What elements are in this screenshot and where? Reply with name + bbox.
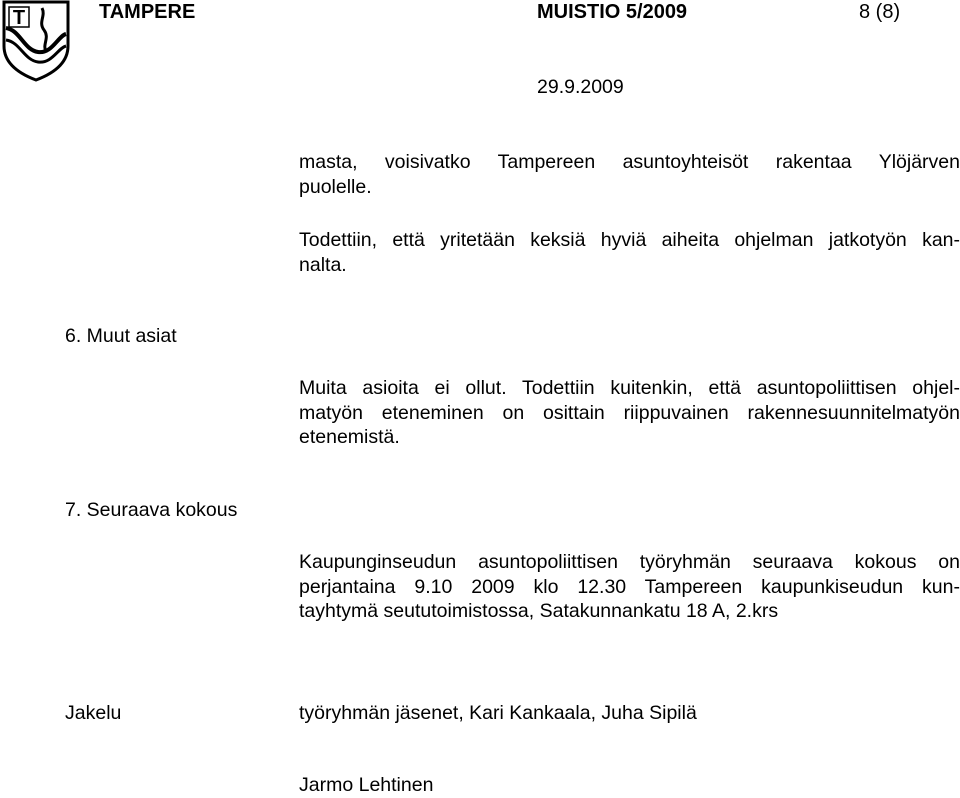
section-7-body — [299, 550, 960, 624]
text-line: etenemistä. — [299, 426, 400, 448]
text-line: matyön eteneminen on osittain riippuvainen rakennesuunnitelmatyön — [299, 401, 960, 424]
text-line: nalta. — [299, 253, 347, 276]
text-line: Kaupunginseudun asuntopoliittisen työryhmän seuraava kokous on — [299, 551, 960, 573]
text-line: puolelle. — [299, 175, 372, 198]
paragraph-2 — [299, 228, 960, 277]
doc-date: 29.9.2009 — [537, 76, 624, 98]
text-line: Muita asioita ei ollut. Todettiin kuitenkin, että asuntopoliittisen ohjel- — [299, 377, 960, 399]
signature-name: Jarmo Lehtinen — [299, 774, 434, 796]
text-line: masta, voisivatko Tampereen asuntoyhteisöt rakentaa Ylöjärven — [299, 151, 960, 173]
crest-letter: T — [12, 7, 26, 29]
doc-title: MUISTIO 5/2009 — [537, 1, 688, 23]
page-number: 8 (8) — [859, 1, 901, 23]
tampere-crest-logo — [2, 0, 70, 82]
section-6-body — [299, 376, 960, 450]
distribution-list: työryhmän jäsenet, Kari Kankaala, Juha Sipilä — [299, 702, 697, 724]
paragraph-1 — [299, 150, 960, 199]
text-line: Todettiin, että yritetään keksiä hyviä aiheita ohjelman jatkotyön kan- — [299, 229, 960, 251]
org-name: TAMPERE — [99, 1, 196, 23]
text-line: tayhtymä seututoimistossa, Satakunnankatu 18 A, 2.krs — [299, 600, 779, 622]
text-line: perjantaina 9.10 2009 klo 12.30 Tampereen kaupunkiseudun kun- — [299, 575, 960, 598]
section-7-heading: 7. Seuraava kokous — [65, 499, 238, 521]
distribution-label: Jakelu — [65, 702, 122, 724]
section-6-heading: 6. Muut asiat — [65, 325, 177, 347]
